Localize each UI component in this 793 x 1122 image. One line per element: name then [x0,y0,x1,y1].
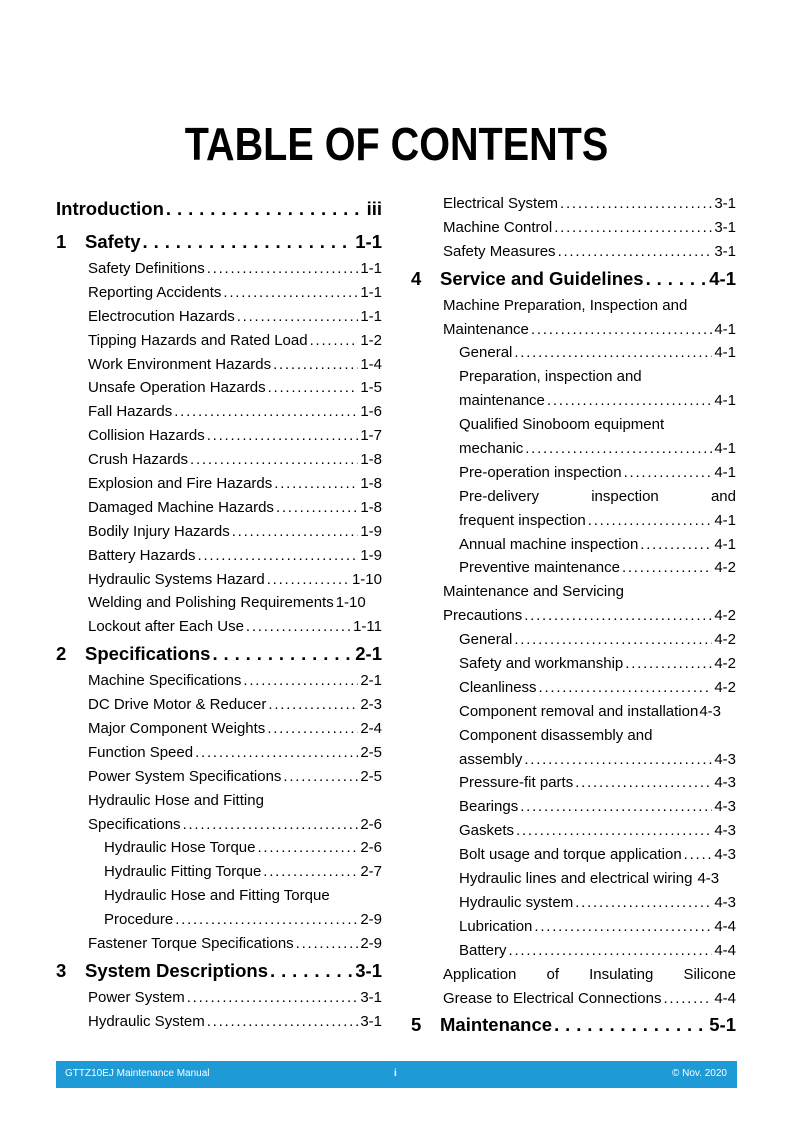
dot-leader [223,281,358,305]
toc-entry[interactable]: Fastener Torque Specifications . . . 2-9 [56,932,382,956]
toc-entry[interactable]: Annual machine inspection . . . 4-1 [411,533,736,557]
toc-entry-hose-torque-line2[interactable]: Procedure . . . 2-9 [56,908,382,932]
toc-entry[interactable]: Lockout after Each Use . . . 1-11 [56,615,382,639]
dot-leader [525,437,712,461]
dot-leader [520,795,712,819]
dot-leader [296,932,359,956]
footer-page-number: i [394,1068,397,1079]
toc-entry[interactable]: Safety Definitions . . . 1-1 [56,257,382,281]
dot-leader [524,748,712,772]
toc-entry-machine-prep-line1[interactable]: Machine Preparation, Inspection and [443,296,688,314]
dot-leader [554,216,712,240]
toc-entry-qualified-mechanic-line1[interactable]: Qualified Sinoboom equipment [459,416,665,434]
dot-leader [534,915,712,939]
toc-entry[interactable]: Pressure-fit parts . . . 4-3 [411,771,736,795]
toc-entry[interactable]: Major Component Weights . . . 2-4 [56,717,382,741]
toc-entry-component-disassembly-line2[interactable]: assembly . . . 4-3 [411,748,736,772]
toc-entry[interactable]: Fall Hazards . . . 1-6 [56,400,382,424]
page-footer [56,1061,737,1088]
dot-leader [516,819,712,843]
footer-manual-title: GTTZ10EJ Maintenance Manual [65,1068,210,1079]
toc-entry[interactable]: Gaskets . . . 4-3 [411,819,736,843]
dot-leader [514,628,712,652]
toc-entry[interactable]: Machine Control . . . 3-1 [411,216,736,240]
toc-chapter-5[interactable]: 5 Maintenance . . . 5-1 [411,1010,736,1040]
toc-entry-prep-inspection-line2[interactable]: maintenance . . . 4-1 [411,389,736,413]
toc-entry-insulating-silicone-line2[interactable]: Grease to Electrical Connections . . . 4-4 [411,987,736,1011]
toc-chapter-2-list [56,669,382,956]
dot-leader [575,891,712,915]
toc-entry[interactable]: Hydraulic system . . . 4-3 [411,891,736,915]
toc-entry[interactable]: Machine Specifications . . . 2-1 [56,669,382,693]
toc-entry[interactable]: Preventive maintenance . . . 4-2 [411,556,736,580]
toc-entry[interactable]: Explosion and Fire Hazards . . . 1-8 [56,472,382,496]
toc-entry-hose-torque-line1[interactable]: Hydraulic Hose and Fitting Torque [104,887,330,905]
toc-entry[interactable]: Battery Hazards . . . 1-9 [56,544,382,568]
toc-entry[interactable]: Damaged Machine Hazards . . . 1-8 [56,496,382,520]
dot-leader [187,986,359,1010]
toc-entry-component-disassembly-line1[interactable]: Component disassembly and [459,726,653,744]
dot-leader [509,939,713,963]
dot-leader [175,908,358,932]
toc-entry[interactable]: Battery . . . 4-4 [411,939,736,963]
toc-entry[interactable]: Power System . . . 3-1 [56,986,382,1010]
dot-leader [207,1010,359,1034]
toc-entry-insulating-silicone-line1[interactable]: Application of Insulating Silicone [443,965,736,983]
dot-leader [622,556,712,580]
page-title: TABLE OF CONTENTS [184,118,609,170]
dot-leader [263,860,358,884]
toc-entry[interactable]: Reporting Accidents . . . 1-1 [56,281,382,305]
footer-date: © Nov. 2020 [672,1068,727,1079]
toc-entry-servicing-precautions-line2[interactable]: Precautions . . . 4-2 [411,604,736,628]
dot-leader [267,717,358,741]
toc-entry-machine-prep-line2[interactable]: Maintenance . . . 4-1 [411,318,736,342]
dot-leader [212,639,353,669]
dot-leader [547,389,712,413]
dot-leader [625,652,712,676]
toc-entry[interactable]: Electrocution Hazards . . . 1-1 [56,305,382,329]
toc-entry-introduction[interactable]: Introduction . . . iii [56,194,382,224]
toc-entry-qualified-mechanic-line2[interactable]: mechanic . . . 4-1 [411,437,736,461]
toc-entry[interactable]: Lubrication . . . 4-4 [411,915,736,939]
dot-leader [183,813,359,837]
dot-leader [560,192,712,216]
toc-entry[interactable]: Bodily Injury Hazards . . . 1-9 [56,520,382,544]
dot-leader [174,400,358,424]
dot-leader [207,257,359,281]
dot-leader [267,568,350,592]
dot-leader [207,424,359,448]
toc-entry[interactable]: Hydraulic Hose Torque . . . 2-6 [56,836,382,860]
toc-entry[interactable]: Hydraulic System . . . 3-1 [56,1010,382,1034]
dot-leader [524,604,712,628]
toc-chapter-3-list [56,986,382,1034]
dot-leader [276,496,358,520]
toc-entry[interactable]: Safety and workmanship . . . 4-2 [411,652,736,676]
toc-entry-prep-inspection-line1[interactable]: Preparation, inspection and [459,368,642,386]
toc-right-column [411,192,736,1040]
toc-entry[interactable]: Component removal and installation 4-3 [459,702,721,720]
toc-entry[interactable]: General . . . 4-1 [411,341,736,365]
toc-chapter-1[interactable]: 1 Safety . . . 1-1 [56,227,382,257]
dot-leader [558,240,713,264]
dot-leader [273,353,358,377]
dot-leader [268,693,358,717]
toc-entry[interactable]: Function Speed . . . 2-5 [56,741,382,765]
toc-entry[interactable]: Hydraulic Systems Hazard . . . 1-10 [56,568,382,592]
dot-leader [310,329,359,353]
dot-leader [143,227,354,257]
dot-leader [268,376,359,400]
dot-leader [190,448,358,472]
toc-entry[interactable]: DC Drive Motor & Reducer . . . 2-3 [56,693,382,717]
dot-leader [514,341,712,365]
dot-leader [663,987,712,1011]
dot-leader [198,544,359,568]
toc-chapter-2[interactable]: 2 Specifications . . . 2-1 [56,639,382,669]
dot-leader [684,843,713,867]
dot-leader [646,264,708,294]
dot-leader [257,836,358,860]
toc-entry[interactable]: Pre-operation inspection . . . 4-1 [411,461,736,485]
toc-entry[interactable]: Crush Hazards . . . 1-8 [56,448,382,472]
toc-entry[interactable]: Hydraulic lines and electrical wiring 4-3 [459,870,720,888]
toc-entry[interactable]: Collision Hazards . . . 1-7 [56,424,382,448]
dot-leader [531,318,712,342]
dot-leader [270,956,353,986]
toc-entry[interactable]: Cleanliness . . . 4-2 [411,676,736,700]
toc-entry[interactable]: Bolt usage and torque application . . . 4-3 [411,843,736,867]
toc-entry[interactable]: General . . . 4-2 [411,628,736,652]
dot-leader [166,194,365,224]
toc-entry[interactable]: Unsafe Operation Hazards . . . 1-5 [56,376,382,400]
toc-chapter-1-list [56,257,382,639]
toc-entry-servicing-precautions-line1[interactable]: Maintenance and Servicing [443,583,624,601]
toc-entry-pre-delivery-line1[interactable]: Pre-delivery inspection and [459,487,736,505]
toc-entry-hose-fitting-line2[interactable]: Specifications . . . 2-6 [56,813,382,837]
dot-leader [575,771,712,795]
toc-chapter-4[interactable]: 4 Service and Guidelines . . . 4-1 [411,264,736,294]
dot-leader [283,765,358,789]
toc-entry-pre-delivery-line2[interactable]: frequent inspection . . . 4-1 [411,509,736,533]
dot-leader [243,669,358,693]
dot-leader [246,615,351,639]
toc-entry[interactable]: Electrical System . . . 3-1 [411,192,736,216]
dot-leader [588,509,713,533]
toc-entry[interactable]: Work Environment Hazards . . . 1-4 [56,353,382,377]
dot-leader [274,472,358,496]
toc-chapter-3[interactable]: 3 System Descriptions . . . 3-1 [56,956,382,986]
dot-leader [554,1010,707,1040]
dot-leader [195,741,358,765]
toc-left-column [56,194,382,1034]
toc-entry-hose-fitting-line1[interactable]: Hydraulic Hose and Fitting [88,791,264,809]
dot-leader [624,461,713,485]
dot-leader [232,520,359,544]
toc-entry[interactable]: Tipping Hazards and Rated Load . . . 1-2 [56,329,382,353]
toc-entry[interactable]: Bearings . . . 4-3 [411,795,736,819]
dot-leader [640,533,712,557]
dot-leader [237,305,359,329]
toc-entry[interactable]: Welding and Polishing Requirements 1-10 [88,594,366,612]
toc-entry[interactable]: Power System Specifications . . . 2-5 [56,765,382,789]
toc-entry[interactable]: Hydraulic Fitting Torque . . . 2-7 [56,860,382,884]
dot-leader [539,676,713,700]
toc-entry[interactable]: Safety Measures . . . 3-1 [411,240,736,264]
